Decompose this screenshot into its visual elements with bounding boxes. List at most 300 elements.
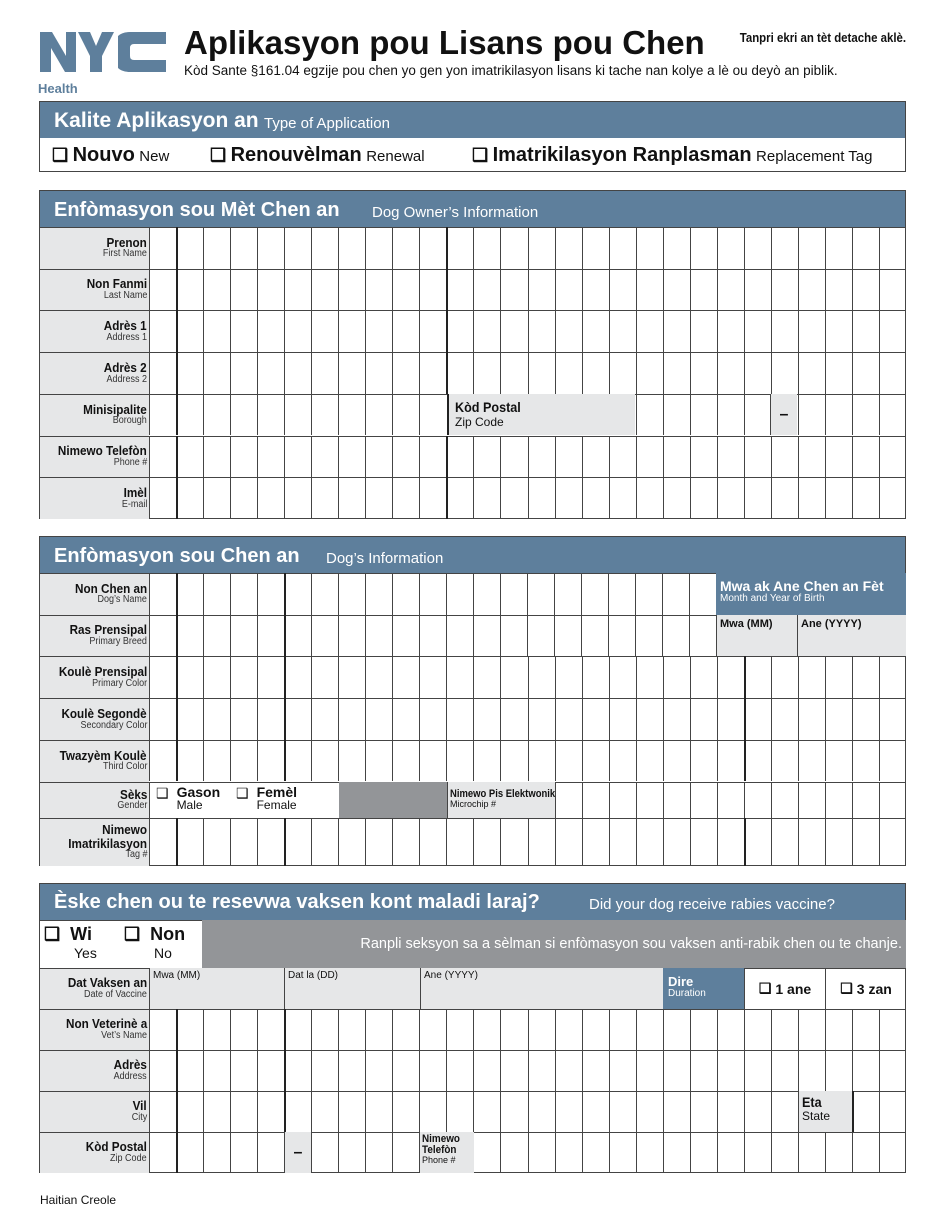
rabies-cell[interactable] <box>744 1009 771 1050</box>
owner-cell[interactable] <box>609 310 636 352</box>
owner-cell[interactable] <box>338 352 365 394</box>
owner-cell[interactable] <box>609 227 636 269</box>
rabies-cell[interactable] <box>879 1132 906 1173</box>
dog-cell[interactable] <box>717 818 744 866</box>
rabies-cell[interactable] <box>176 1132 203 1173</box>
microchip-cell[interactable] <box>717 782 744 819</box>
owner-cell[interactable] <box>717 227 744 269</box>
owner-cell[interactable] <box>338 394 365 436</box>
dog-cell[interactable] <box>635 573 662 615</box>
owner-cell[interactable] <box>825 352 852 394</box>
rabies-cell[interactable] <box>609 1050 636 1091</box>
dog-cell[interactable] <box>338 573 365 615</box>
rabies-cell[interactable] <box>582 1050 609 1091</box>
dog-cell[interactable] <box>690 818 717 866</box>
rabies-no-option[interactable] <box>124 924 185 961</box>
owner-cell[interactable] <box>690 310 717 352</box>
owner-cell[interactable] <box>852 310 879 352</box>
rabies-cell[interactable] <box>528 1009 555 1050</box>
owner-cell[interactable] <box>149 310 176 352</box>
rabies-cell[interactable] <box>365 1091 392 1132</box>
owner-cell[interactable] <box>473 477 500 519</box>
owner-cell[interactable] <box>663 436 690 478</box>
owner-cell[interactable] <box>446 269 473 311</box>
rabies-cell[interactable] <box>555 1050 582 1091</box>
rabies-cell[interactable] <box>203 1091 230 1132</box>
owner-cell[interactable] <box>690 436 717 478</box>
dog-cell[interactable] <box>473 698 500 740</box>
dog-cell[interactable] <box>446 740 473 782</box>
owner-cell[interactable] <box>555 310 582 352</box>
owner-cell[interactable] <box>365 352 392 394</box>
owner-cell[interactable] <box>879 394 906 436</box>
rabies-cell[interactable] <box>528 1091 555 1132</box>
dog-cell[interactable] <box>798 818 825 866</box>
dog-cell[interactable] <box>582 740 609 782</box>
dog-cell[interactable] <box>555 818 582 866</box>
vaccine-day-field[interactable]: Dat la (DD) <box>284 968 420 1009</box>
owner-cell[interactable] <box>852 269 879 311</box>
dog-cell[interactable] <box>149 573 176 615</box>
owner-cell[interactable] <box>555 227 582 269</box>
owner-cell[interactable] <box>446 227 473 269</box>
dog-cell[interactable] <box>284 656 311 698</box>
owner-cell[interactable] <box>473 269 500 311</box>
owner-cell[interactable] <box>528 227 555 269</box>
owner-cell[interactable] <box>663 394 690 436</box>
rabies-yes-option[interactable] <box>44 924 97 961</box>
rabies-cell[interactable] <box>176 1091 203 1132</box>
dog-cell[interactable] <box>581 615 608 657</box>
owner-cell[interactable] <box>717 269 744 311</box>
owner-cell[interactable] <box>365 477 392 519</box>
dog-cell[interactable] <box>690 698 717 740</box>
rabies-cell[interactable] <box>230 1091 257 1132</box>
dog-cell[interactable] <box>473 573 500 615</box>
checkbox-icon[interactable]: ❑ <box>210 145 227 165</box>
owner-cell[interactable] <box>798 352 825 394</box>
dog-cell[interactable] <box>582 818 609 866</box>
owner-cell[interactable] <box>365 310 392 352</box>
owner-cell[interactable] <box>230 352 257 394</box>
rabies-cell[interactable] <box>500 1132 527 1173</box>
rabies-cell[interactable] <box>690 1050 717 1091</box>
dog-cell[interactable] <box>689 573 716 615</box>
rabies-cell[interactable] <box>500 1091 527 1132</box>
owner-cell[interactable] <box>284 477 311 519</box>
owner-cell[interactable] <box>744 394 771 436</box>
rabies-cell[interactable] <box>636 1091 663 1132</box>
rabies-cell[interactable] <box>365 1050 392 1091</box>
dog-cell[interactable] <box>717 656 744 698</box>
owner-cell[interactable] <box>176 352 203 394</box>
owner-cell[interactable] <box>311 269 338 311</box>
rabies-cell[interactable] <box>338 1132 365 1173</box>
owner-cell[interactable] <box>284 436 311 478</box>
checkbox-icon[interactable]: ❑ <box>840 980 853 996</box>
owner-cell[interactable] <box>717 310 744 352</box>
owner-cell[interactable] <box>419 227 446 269</box>
dog-cell[interactable] <box>311 656 338 698</box>
rabies-cell[interactable] <box>717 1091 744 1132</box>
dog-cell[interactable] <box>176 740 203 782</box>
rabies-cell[interactable] <box>663 1050 690 1091</box>
dog-cell[interactable] <box>500 656 527 698</box>
owner-cell[interactable] <box>500 227 527 269</box>
owner-cell[interactable] <box>230 269 257 311</box>
owner-cell[interactable] <box>446 352 473 394</box>
dog-cell[interactable] <box>744 818 771 866</box>
dog-cell[interactable] <box>852 656 879 698</box>
dog-cell[interactable] <box>392 573 419 615</box>
owner-cell[interactable] <box>879 352 906 394</box>
rabies-cell[interactable] <box>636 1132 663 1173</box>
rabies-cell[interactable] <box>500 1050 527 1091</box>
rabies-cell[interactable] <box>528 1050 555 1091</box>
dog-cell[interactable] <box>771 698 798 740</box>
dog-cell[interactable] <box>257 573 284 615</box>
owner-cell[interactable] <box>365 436 392 478</box>
dog-cell[interactable] <box>176 615 203 657</box>
owner-cell[interactable] <box>771 310 798 352</box>
owner-cell[interactable] <box>879 477 906 519</box>
owner-cell[interactable] <box>609 477 636 519</box>
dog-cell[interactable] <box>554 573 581 615</box>
dog-cell[interactable] <box>284 740 311 782</box>
rabies-cell[interactable] <box>500 1009 527 1050</box>
rabies-cell[interactable] <box>825 1009 852 1050</box>
rabies-cell[interactable] <box>338 1009 365 1050</box>
dog-cell[interactable] <box>446 573 473 615</box>
owner-cell[interactable] <box>798 436 825 478</box>
rabies-cell[interactable] <box>690 1132 717 1173</box>
owner-cell[interactable] <box>690 352 717 394</box>
rabies-cell[interactable] <box>609 1132 636 1173</box>
owner-cell[interactable] <box>744 477 771 519</box>
dog-cell[interactable] <box>230 740 257 782</box>
owner-cell[interactable] <box>798 477 825 519</box>
dog-cell[interactable] <box>636 698 663 740</box>
checkbox-icon[interactable]: ❑ <box>758 980 772 996</box>
microchip-cell[interactable] <box>879 782 906 819</box>
rabies-cell[interactable] <box>419 1009 446 1050</box>
owner-cell[interactable] <box>636 436 663 478</box>
dog-cell[interactable] <box>879 818 906 866</box>
owner-cell[interactable] <box>473 227 500 269</box>
owner-cell[interactable] <box>203 227 230 269</box>
owner-cell[interactable] <box>149 269 176 311</box>
rabies-cell[interactable] <box>798 1009 825 1050</box>
dog-cell[interactable] <box>257 615 284 657</box>
owner-cell[interactable] <box>203 269 230 311</box>
dog-cell[interactable] <box>663 740 690 782</box>
rabies-cell[interactable] <box>365 1009 392 1050</box>
owner-cell[interactable] <box>392 310 419 352</box>
rabies-cell[interactable] <box>798 1050 825 1091</box>
rabies-cell[interactable] <box>392 1050 419 1091</box>
option-renewal[interactable]: ❑ Renouvèlman Renewal <box>210 144 425 166</box>
dog-cell[interactable] <box>419 740 446 782</box>
owner-cell[interactable] <box>500 436 527 478</box>
dog-cell[interactable] <box>446 656 473 698</box>
owner-cell[interactable] <box>365 394 392 436</box>
owner-cell[interactable] <box>636 227 663 269</box>
owner-cell[interactable] <box>852 394 879 436</box>
owner-cell[interactable] <box>771 269 798 311</box>
dog-cell[interactable] <box>203 740 230 782</box>
owner-cell[interactable] <box>419 352 446 394</box>
owner-cell[interactable] <box>636 394 663 436</box>
rabies-cell[interactable] <box>744 1050 771 1091</box>
owner-cell[interactable] <box>338 227 365 269</box>
rabies-cell[interactable] <box>609 1009 636 1050</box>
rabies-cell[interactable] <box>230 1050 257 1091</box>
owner-cell[interactable] <box>473 310 500 352</box>
checkbox-icon[interactable]: ❑ <box>472 145 489 165</box>
dog-cell[interactable] <box>392 740 419 782</box>
dog-cell[interactable] <box>230 573 257 615</box>
rabies-cell[interactable] <box>419 1091 446 1132</box>
rabies-cell[interactable] <box>203 1132 230 1173</box>
gender-female-option[interactable] <box>236 785 297 815</box>
owner-cell[interactable] <box>582 310 609 352</box>
gender-male-option[interactable] <box>156 785 220 815</box>
dog-cell[interactable] <box>609 818 636 866</box>
vaccine-year-field[interactable]: Ane (YYYY) <box>420 968 663 1009</box>
rabies-cell[interactable] <box>771 1009 798 1050</box>
dog-cell[interactable] <box>662 615 689 657</box>
owner-cell[interactable] <box>636 269 663 311</box>
microchip-cell[interactable] <box>771 782 798 819</box>
rabies-cell[interactable] <box>311 1132 338 1173</box>
dog-cell[interactable] <box>257 698 284 740</box>
owner-cell[interactable] <box>500 310 527 352</box>
checkbox-icon[interactable]: ❑ <box>156 784 169 801</box>
owner-cell[interactable] <box>311 394 338 436</box>
owner-cell[interactable] <box>771 477 798 519</box>
dog-cell[interactable] <box>852 698 879 740</box>
owner-cell[interactable] <box>555 436 582 478</box>
rabies-cell[interactable] <box>771 1050 798 1091</box>
rabies-cell[interactable] <box>284 1050 311 1091</box>
dog-cell[interactable] <box>608 615 635 657</box>
duration-1-year-option[interactable] <box>744 968 825 1009</box>
owner-cell[interactable] <box>392 436 419 478</box>
rabies-cell[interactable] <box>446 1091 473 1132</box>
owner-cell[interactable] <box>446 436 473 478</box>
dog-cell[interactable] <box>528 818 555 866</box>
owner-cell[interactable] <box>176 477 203 519</box>
dog-cell[interactable] <box>609 740 636 782</box>
dog-cell[interactable] <box>338 656 365 698</box>
microchip-cell[interactable] <box>555 782 582 819</box>
dog-cell[interactable] <box>528 740 555 782</box>
owner-cell[interactable] <box>744 436 771 478</box>
owner-cell[interactable] <box>446 477 473 519</box>
dog-cell[interactable] <box>609 698 636 740</box>
owner-cell[interactable] <box>257 394 284 436</box>
rabies-cell[interactable] <box>257 1050 284 1091</box>
owner-cell[interactable] <box>419 310 446 352</box>
dog-cell[interactable] <box>500 740 527 782</box>
owner-cell[interactable] <box>203 352 230 394</box>
dog-cell[interactable] <box>338 740 365 782</box>
owner-cell[interactable] <box>663 477 690 519</box>
owner-cell[interactable] <box>230 477 257 519</box>
rabies-cell[interactable] <box>663 1091 690 1132</box>
rabies-cell[interactable] <box>473 1132 500 1173</box>
owner-cell[interactable] <box>365 227 392 269</box>
microchip-cell[interactable] <box>825 782 852 819</box>
dog-cell[interactable] <box>825 656 852 698</box>
owner-cell[interactable] <box>203 394 230 436</box>
checkbox-icon[interactable]: ❑ <box>52 145 69 165</box>
owner-cell[interactable] <box>771 227 798 269</box>
owner-cell[interactable] <box>609 436 636 478</box>
rabies-cell[interactable] <box>446 1050 473 1091</box>
dog-cell[interactable] <box>392 656 419 698</box>
rabies-cell[interactable] <box>636 1050 663 1091</box>
rabies-cell[interactable] <box>392 1009 419 1050</box>
dog-cell[interactable] <box>203 698 230 740</box>
dog-cell[interactable] <box>554 615 581 657</box>
owner-cell[interactable] <box>392 269 419 311</box>
owner-cell[interactable] <box>636 352 663 394</box>
dog-cell[interactable] <box>663 818 690 866</box>
owner-cell[interactable] <box>284 227 311 269</box>
dog-cell[interactable] <box>608 573 635 615</box>
dog-cell[interactable] <box>176 573 203 615</box>
rabies-cell[interactable] <box>203 1050 230 1091</box>
dog-cell[interactable] <box>473 615 500 657</box>
owner-cell[interactable] <box>771 352 798 394</box>
owner-cell[interactable] <box>879 436 906 478</box>
owner-cell[interactable] <box>149 227 176 269</box>
rabies-cell[interactable] <box>825 1050 852 1091</box>
rabies-cell[interactable] <box>176 1009 203 1050</box>
dog-cell[interactable] <box>284 698 311 740</box>
dog-cell[interactable] <box>419 573 446 615</box>
dog-cell[interactable] <box>365 573 392 615</box>
rabies-cell[interactable] <box>149 1091 176 1132</box>
rabies-cell[interactable] <box>852 1091 879 1132</box>
rabies-cell[interactable] <box>582 1132 609 1173</box>
owner-cell[interactable] <box>284 310 311 352</box>
owner-cell[interactable] <box>176 310 203 352</box>
dog-cell[interactable] <box>419 615 446 657</box>
dog-cell[interactable] <box>500 615 527 657</box>
owner-cell[interactable] <box>852 477 879 519</box>
checkbox-icon[interactable]: ❑ <box>236 784 249 801</box>
owner-cell[interactable] <box>473 352 500 394</box>
rabies-cell[interactable] <box>338 1091 365 1132</box>
dog-cell[interactable] <box>771 740 798 782</box>
dog-cell[interactable] <box>879 740 906 782</box>
dog-cell[interactable] <box>311 573 338 615</box>
dog-cell[interactable] <box>311 615 338 657</box>
dog-cell[interactable] <box>582 698 609 740</box>
owner-cell[interactable] <box>690 394 717 436</box>
rabies-cell[interactable] <box>473 1091 500 1132</box>
rabies-cell[interactable] <box>852 1009 879 1050</box>
owner-cell[interactable] <box>663 227 690 269</box>
owner-cell[interactable] <box>392 352 419 394</box>
rabies-cell[interactable] <box>555 1091 582 1132</box>
owner-cell[interactable] <box>582 436 609 478</box>
owner-cell[interactable] <box>852 227 879 269</box>
dog-cell[interactable] <box>744 656 771 698</box>
owner-cell[interactable] <box>798 310 825 352</box>
rabies-cell[interactable] <box>771 1132 798 1173</box>
owner-cell[interactable] <box>419 269 446 311</box>
rabies-cell[interactable] <box>392 1091 419 1132</box>
owner-cell[interactable] <box>879 227 906 269</box>
dog-cell[interactable] <box>852 740 879 782</box>
dog-cell[interactable] <box>500 698 527 740</box>
owner-cell[interactable] <box>609 269 636 311</box>
dog-cell[interactable] <box>663 698 690 740</box>
dog-cell[interactable] <box>473 740 500 782</box>
rabies-cell[interactable] <box>636 1009 663 1050</box>
owner-cell[interactable] <box>149 477 176 519</box>
owner-cell[interactable] <box>257 352 284 394</box>
rabies-cell[interactable] <box>419 1050 446 1091</box>
dog-cell[interactable] <box>311 740 338 782</box>
dog-cell[interactable] <box>473 656 500 698</box>
owner-cell[interactable] <box>392 477 419 519</box>
rabies-cell[interactable] <box>771 1091 798 1132</box>
owner-cell[interactable] <box>446 310 473 352</box>
dog-cell[interactable] <box>581 573 608 615</box>
owner-cell[interactable] <box>257 227 284 269</box>
microchip-cell[interactable] <box>663 782 690 819</box>
owner-cell[interactable] <box>582 227 609 269</box>
dog-cell[interactable] <box>825 818 852 866</box>
owner-cell[interactable] <box>825 477 852 519</box>
owner-cell[interactable] <box>555 269 582 311</box>
dog-cell[interactable] <box>663 656 690 698</box>
dog-cell[interactable] <box>338 615 365 657</box>
dog-cell[interactable] <box>149 656 176 698</box>
owner-cell[interactable] <box>825 269 852 311</box>
option-new[interactable]: ❑ Nouvo New <box>52 144 170 166</box>
duration-3-years-option[interactable] <box>825 968 906 1009</box>
owner-cell[interactable] <box>717 436 744 478</box>
dog-cell[interactable] <box>203 818 230 866</box>
owner-cell[interactable] <box>311 477 338 519</box>
owner-cell[interactable] <box>203 436 230 478</box>
owner-cell[interactable] <box>176 227 203 269</box>
owner-cell[interactable] <box>203 477 230 519</box>
dog-cell[interactable] <box>365 740 392 782</box>
dog-cell[interactable] <box>744 740 771 782</box>
owner-cell[interactable] <box>230 227 257 269</box>
checkbox-icon[interactable]: ❑ <box>124 924 141 944</box>
rabies-cell[interactable] <box>230 1009 257 1050</box>
dog-cell[interactable] <box>311 698 338 740</box>
owner-cell[interactable] <box>365 269 392 311</box>
rabies-cell[interactable] <box>257 1132 284 1173</box>
owner-cell[interactable] <box>717 477 744 519</box>
dog-cell[interactable] <box>717 698 744 740</box>
owner-cell[interactable] <box>338 269 365 311</box>
owner-cell[interactable] <box>257 436 284 478</box>
dog-cell[interactable] <box>744 698 771 740</box>
dog-cell[interactable] <box>446 698 473 740</box>
rabies-cell[interactable] <box>176 1050 203 1091</box>
rabies-cell[interactable] <box>284 1091 311 1132</box>
owner-cell[interactable] <box>825 227 852 269</box>
